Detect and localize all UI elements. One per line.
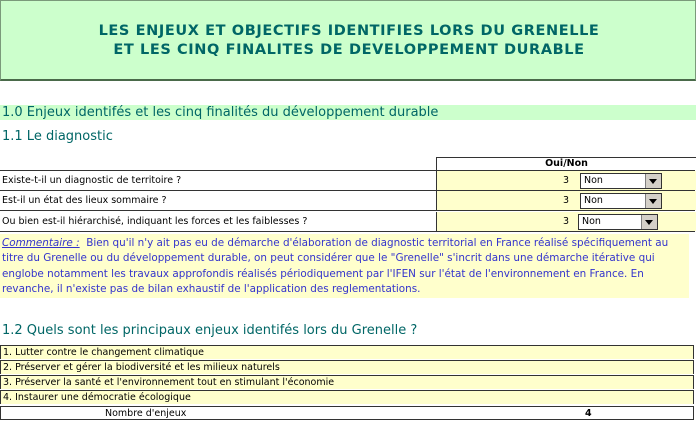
question-row <box>0 212 695 232</box>
issue-item: 3. Préserver la santé et l'environnement tout en stimulant l'économie <box>0 375 694 389</box>
comment-title: Commentaire : <box>2 237 80 249</box>
comment-text: Bien qu'il n'y ait pas eu de démarche d'élaboration de diagnostic territorial en France réalisé spécifiquement au titre du Grenelle ou du développement durable, on peut considérer que le "Grenelle" s'incrit dans une démarche itérative qui englobe notamment les travaux approfondis réalisés périodiquement par l'IFEN sur l'état de l'environnement en France. En revanche, il n'existe pas de bilan exhaustif de l'application des reglementations. <box>2 237 669 295</box>
oui-non-column-header: Oui/Non <box>436 157 696 170</box>
answer-cell <box>436 171 696 190</box>
issue-item: 2. Préserver et gérer la biodiversité et les milieux naturels <box>0 360 694 374</box>
dropdown-value: Non <box>584 175 603 186</box>
question-score: 3 <box>562 175 569 186</box>
chevron-down-icon[interactable] <box>641 215 657 229</box>
issue-item: 4. Instaurer une démocratie écologique <box>0 390 694 404</box>
question-label: Est-il un état des lieux sommaire ? <box>2 195 167 206</box>
section-title: 1.0 Enjeux identifés et les cinq finalités du développement durable <box>2 105 439 120</box>
question-row <box>0 170 695 191</box>
answer-dropdown[interactable] <box>578 214 658 230</box>
report-header <box>0 0 696 81</box>
issue-item: 1. Lutter contre le changement climatique <box>0 345 694 359</box>
question-label: Existe-t-il un diagnostic de territoire ? <box>2 175 182 186</box>
issues-count-label: Nombre d'enjeux <box>105 408 187 419</box>
answer-dropdown[interactable] <box>580 173 662 189</box>
header-title-line2: ET LES CINQ FINALITES DE DEVELOPPEMENT DURABLE <box>113 42 585 58</box>
question-label: Ou bien est-il hiérarchisé, indiquant les forces et les faiblesses ? <box>2 216 308 227</box>
issues-count-row <box>0 406 694 420</box>
dropdown-value: Non <box>584 195 603 206</box>
issues-count-value: 4 <box>585 408 592 419</box>
question-score: 3 <box>562 195 569 206</box>
header-title-line1: LES ENJEUX ET OBJECTIFS IDENTIFIES LORS DU GRENELLE <box>98 23 600 39</box>
issues-subtitle: 1.2 Quels sont les principaux enjeux identifés lors du Grenelle ? <box>2 323 418 338</box>
answer-cell <box>436 212 696 231</box>
diagnostic-subtitle: 1.1 Le diagnostic <box>2 129 113 144</box>
question-row <box>0 191 695 211</box>
chevron-down-icon[interactable] <box>645 174 661 188</box>
answer-dropdown[interactable] <box>580 193 662 209</box>
chevron-down-icon[interactable] <box>645 194 661 208</box>
comment-box <box>0 234 689 298</box>
answer-cell <box>436 191 696 210</box>
question-score: 3 <box>562 216 569 227</box>
dropdown-value: Non <box>582 216 601 227</box>
